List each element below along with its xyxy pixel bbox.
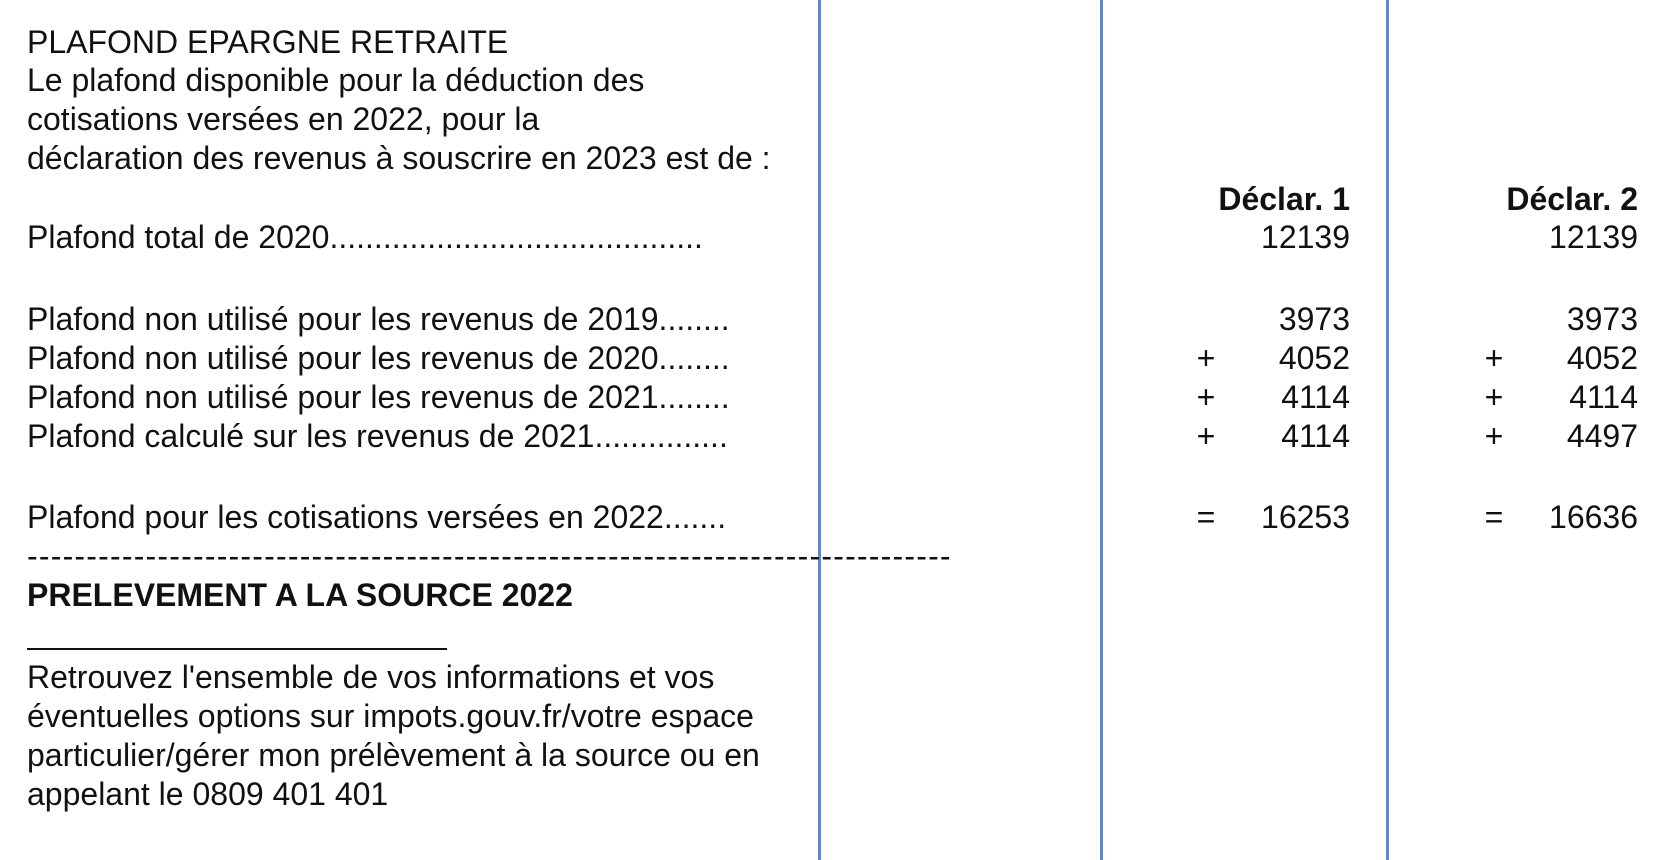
row-total-declar-1: 16253 bbox=[1261, 499, 1350, 535]
row-sign-declar-2: + bbox=[1484, 418, 1504, 454]
row-value-declar-1: 12139 bbox=[1261, 219, 1350, 255]
dashed-separator: ------------------------------------------------------------------------------ bbox=[27, 538, 952, 574]
intro-line: Le plafond disponible pour la déduction des bbox=[27, 62, 645, 98]
info-line: Retrouvez l'ensemble de vos informations et vos bbox=[27, 659, 715, 695]
section-title-prelevement: PRELEVEMENT A LA SOURCE 2022 bbox=[27, 577, 573, 613]
row-total-declar-2: 16636 bbox=[1549, 499, 1638, 535]
column-rule-3 bbox=[1386, 0, 1389, 860]
row-sign-declar-1: + bbox=[1196, 379, 1216, 415]
intro-line: déclaration des revenus à souscrire en 2023 est de : bbox=[27, 140, 771, 176]
row-label-total: Plafond pour les cotisations versées en 2022....... bbox=[27, 499, 727, 535]
row-label: Plafond non utilisé pour les revenus de 2020........ bbox=[27, 340, 730, 376]
row-value-declar-2: 4114 bbox=[1569, 379, 1638, 415]
row-value-declar-1: 4114 bbox=[1281, 418, 1350, 454]
section-underline bbox=[27, 648, 447, 650]
column-header-declar-2: Déclar. 2 bbox=[1506, 181, 1638, 217]
row-sign-declar-2: = bbox=[1484, 499, 1504, 535]
row-value-declar-2: 12139 bbox=[1549, 219, 1638, 255]
row-label: Plafond non utilisé pour les revenus de 2019........ bbox=[27, 301, 730, 337]
row-sign-declar-2: + bbox=[1484, 340, 1504, 376]
info-line: éventuelles options sur impots.gouv.fr/votre espace bbox=[27, 698, 754, 734]
row-label: Plafond non utilisé pour les revenus de 2021........ bbox=[27, 379, 730, 415]
section-title-plafond: PLAFOND EPARGNE RETRAITE bbox=[27, 24, 509, 60]
column-rule-1 bbox=[818, 0, 821, 860]
info-line: appelant le 0809 401 401 bbox=[27, 776, 389, 812]
row-value-declar-2: 4052 bbox=[1566, 340, 1638, 376]
row-value-declar-2: 4497 bbox=[1566, 418, 1638, 454]
row-value-declar-1: 4052 bbox=[1278, 340, 1350, 376]
row-value-declar-1: 3973 bbox=[1278, 301, 1350, 337]
row-value-declar-1: 4114 bbox=[1281, 379, 1350, 415]
row-sign-declar-1: + bbox=[1196, 340, 1216, 376]
row-sign-declar-1: + bbox=[1196, 418, 1216, 454]
row-label: Plafond calculé sur les revenus de 2021............... bbox=[27, 418, 728, 454]
column-header-declar-1: Déclar. 1 bbox=[1218, 181, 1350, 217]
row-value-declar-2: 3973 bbox=[1566, 301, 1638, 337]
row-sign-declar-2: + bbox=[1484, 379, 1504, 415]
row-label: Plafond total de 2020.......................................... bbox=[27, 219, 703, 255]
row-sign-declar-1: = bbox=[1196, 499, 1216, 535]
info-line: particulier/gérer mon prélèvement à la source ou en bbox=[27, 737, 760, 773]
intro-line: cotisations versées en 2022, pour la bbox=[27, 101, 540, 137]
column-rule-2 bbox=[1100, 0, 1103, 860]
